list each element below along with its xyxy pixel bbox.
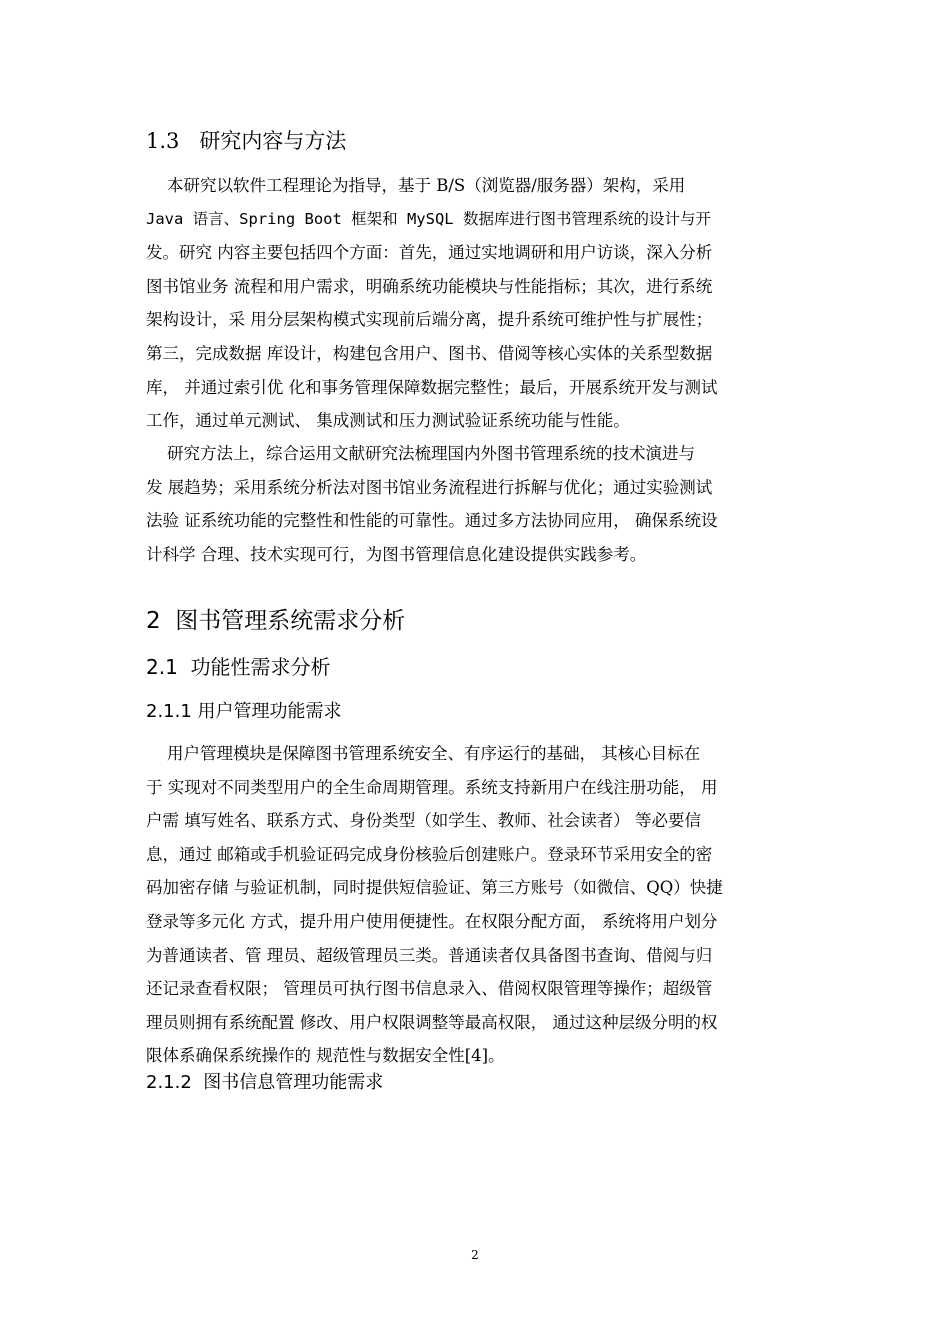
text-line: 还记录查看权限； 管理员可执行图书信息录入、借阅权限管理等操作；超级管 bbox=[146, 979, 713, 999]
text-line: 码加密存储 与验证机制，同时提供短信验证、第三方账号（如微信、QQ）快捷 bbox=[146, 878, 723, 898]
section-heading-1-3: 1.3 研究内容与方法 bbox=[146, 129, 347, 153]
text-line: 限体系确保系统操作的 规范性与数据安全性[4]。 bbox=[146, 1046, 505, 1066]
text-line: 用户管理模块是保障图书管理系统安全、有序运行的基础， 其核心目标在 bbox=[146, 744, 701, 763]
subsection-heading-2-1-2: 2.1.2 图书信息管理功能需求 bbox=[146, 1072, 384, 1093]
text-line: 库， 并通过索引优 化和事务管理保障数据完整性；最后，开展系统开发与测试 bbox=[146, 377, 718, 397]
text-line: 发。研究 内容主要包括四个方面：首先，通过实地调研和用户访谈，深入分析 bbox=[146, 243, 713, 263]
chapter-heading-2: 2 图书管理系统需求分析 bbox=[146, 608, 406, 634]
text-line: 为普通读者、管 理员、超级管理员三类。普通读者仅具备图书查询、借阅与归 bbox=[146, 945, 713, 965]
text-line: 理员则拥有系统配置 修改、用户权限调整等最高权限， 通过这种层级分明的权 bbox=[146, 1012, 718, 1032]
paragraph-research-methods bbox=[146, 437, 816, 571]
text-line: 图书馆业务 流程和用户需求，明确系统功能模块与性能指标；其次，进行系统 bbox=[146, 276, 713, 296]
text-line: 户需 填写姓名、联系方式、身份类型（如学生、教师、社会读者） 等必要信 bbox=[146, 811, 701, 831]
text-line: 本研究以软件工程理论为指导，基于 B/S（浏览器/服务器）架构，采用 bbox=[146, 176, 686, 195]
text-line: 第三，完成数据 库设计，构建包含用户、图书、借阅等核心实体的关系型数据 bbox=[146, 343, 713, 363]
paragraph-research-content bbox=[146, 169, 816, 438]
text-line: 研究方法上，综合运用文献研究法梳理国内外图书管理系统的技术演进与 bbox=[146, 444, 695, 463]
page-number: 2 bbox=[471, 1248, 479, 1262]
text-line: 法验 证系统功能的完整性和性能的可靠性。通过多方法协同应用， 确保系统设 bbox=[146, 511, 718, 531]
text-line: 架构设计，采 用分层架构模式实现前后端分离，提升系统可维护性与扩展性； bbox=[146, 310, 713, 330]
text-line: 于 实现对不同类型用户的全生命周期管理。系统支持新用户在线注册功能， 用 bbox=[146, 777, 718, 797]
paragraph-user-management bbox=[146, 737, 816, 1073]
text-line: 息，通过 邮箱或手机验证码完成身份核验后创建账户。登录环节采用安全的密 bbox=[146, 844, 713, 864]
subsection-heading-2-1-1: 2.1.1 用户管理功能需求 bbox=[146, 701, 342, 722]
text-line: 计科学 合理、技术实现可行，为图书管理信息化建设提供实践参考。 bbox=[146, 544, 647, 564]
text-line: 登录等多元化 方式，提升用户使用便捷性。在权限分配方面， 系统将用户划分 bbox=[146, 911, 718, 931]
section-heading-2-1: 2.1 功能性需求分析 bbox=[146, 655, 331, 679]
text-line: 工作，通过单元测试、 集成测试和压力测试验证系统功能与性能。 bbox=[146, 411, 630, 431]
text-line: 发 展趋势；采用系统分析法对图书馆业务流程进行拆解与优化；通过实验测试 bbox=[146, 477, 713, 497]
text-line: Java 语言、Spring Boot 框架和 MySQL 数据库进行图书管理系统的设计与开 bbox=[146, 209, 711, 228]
